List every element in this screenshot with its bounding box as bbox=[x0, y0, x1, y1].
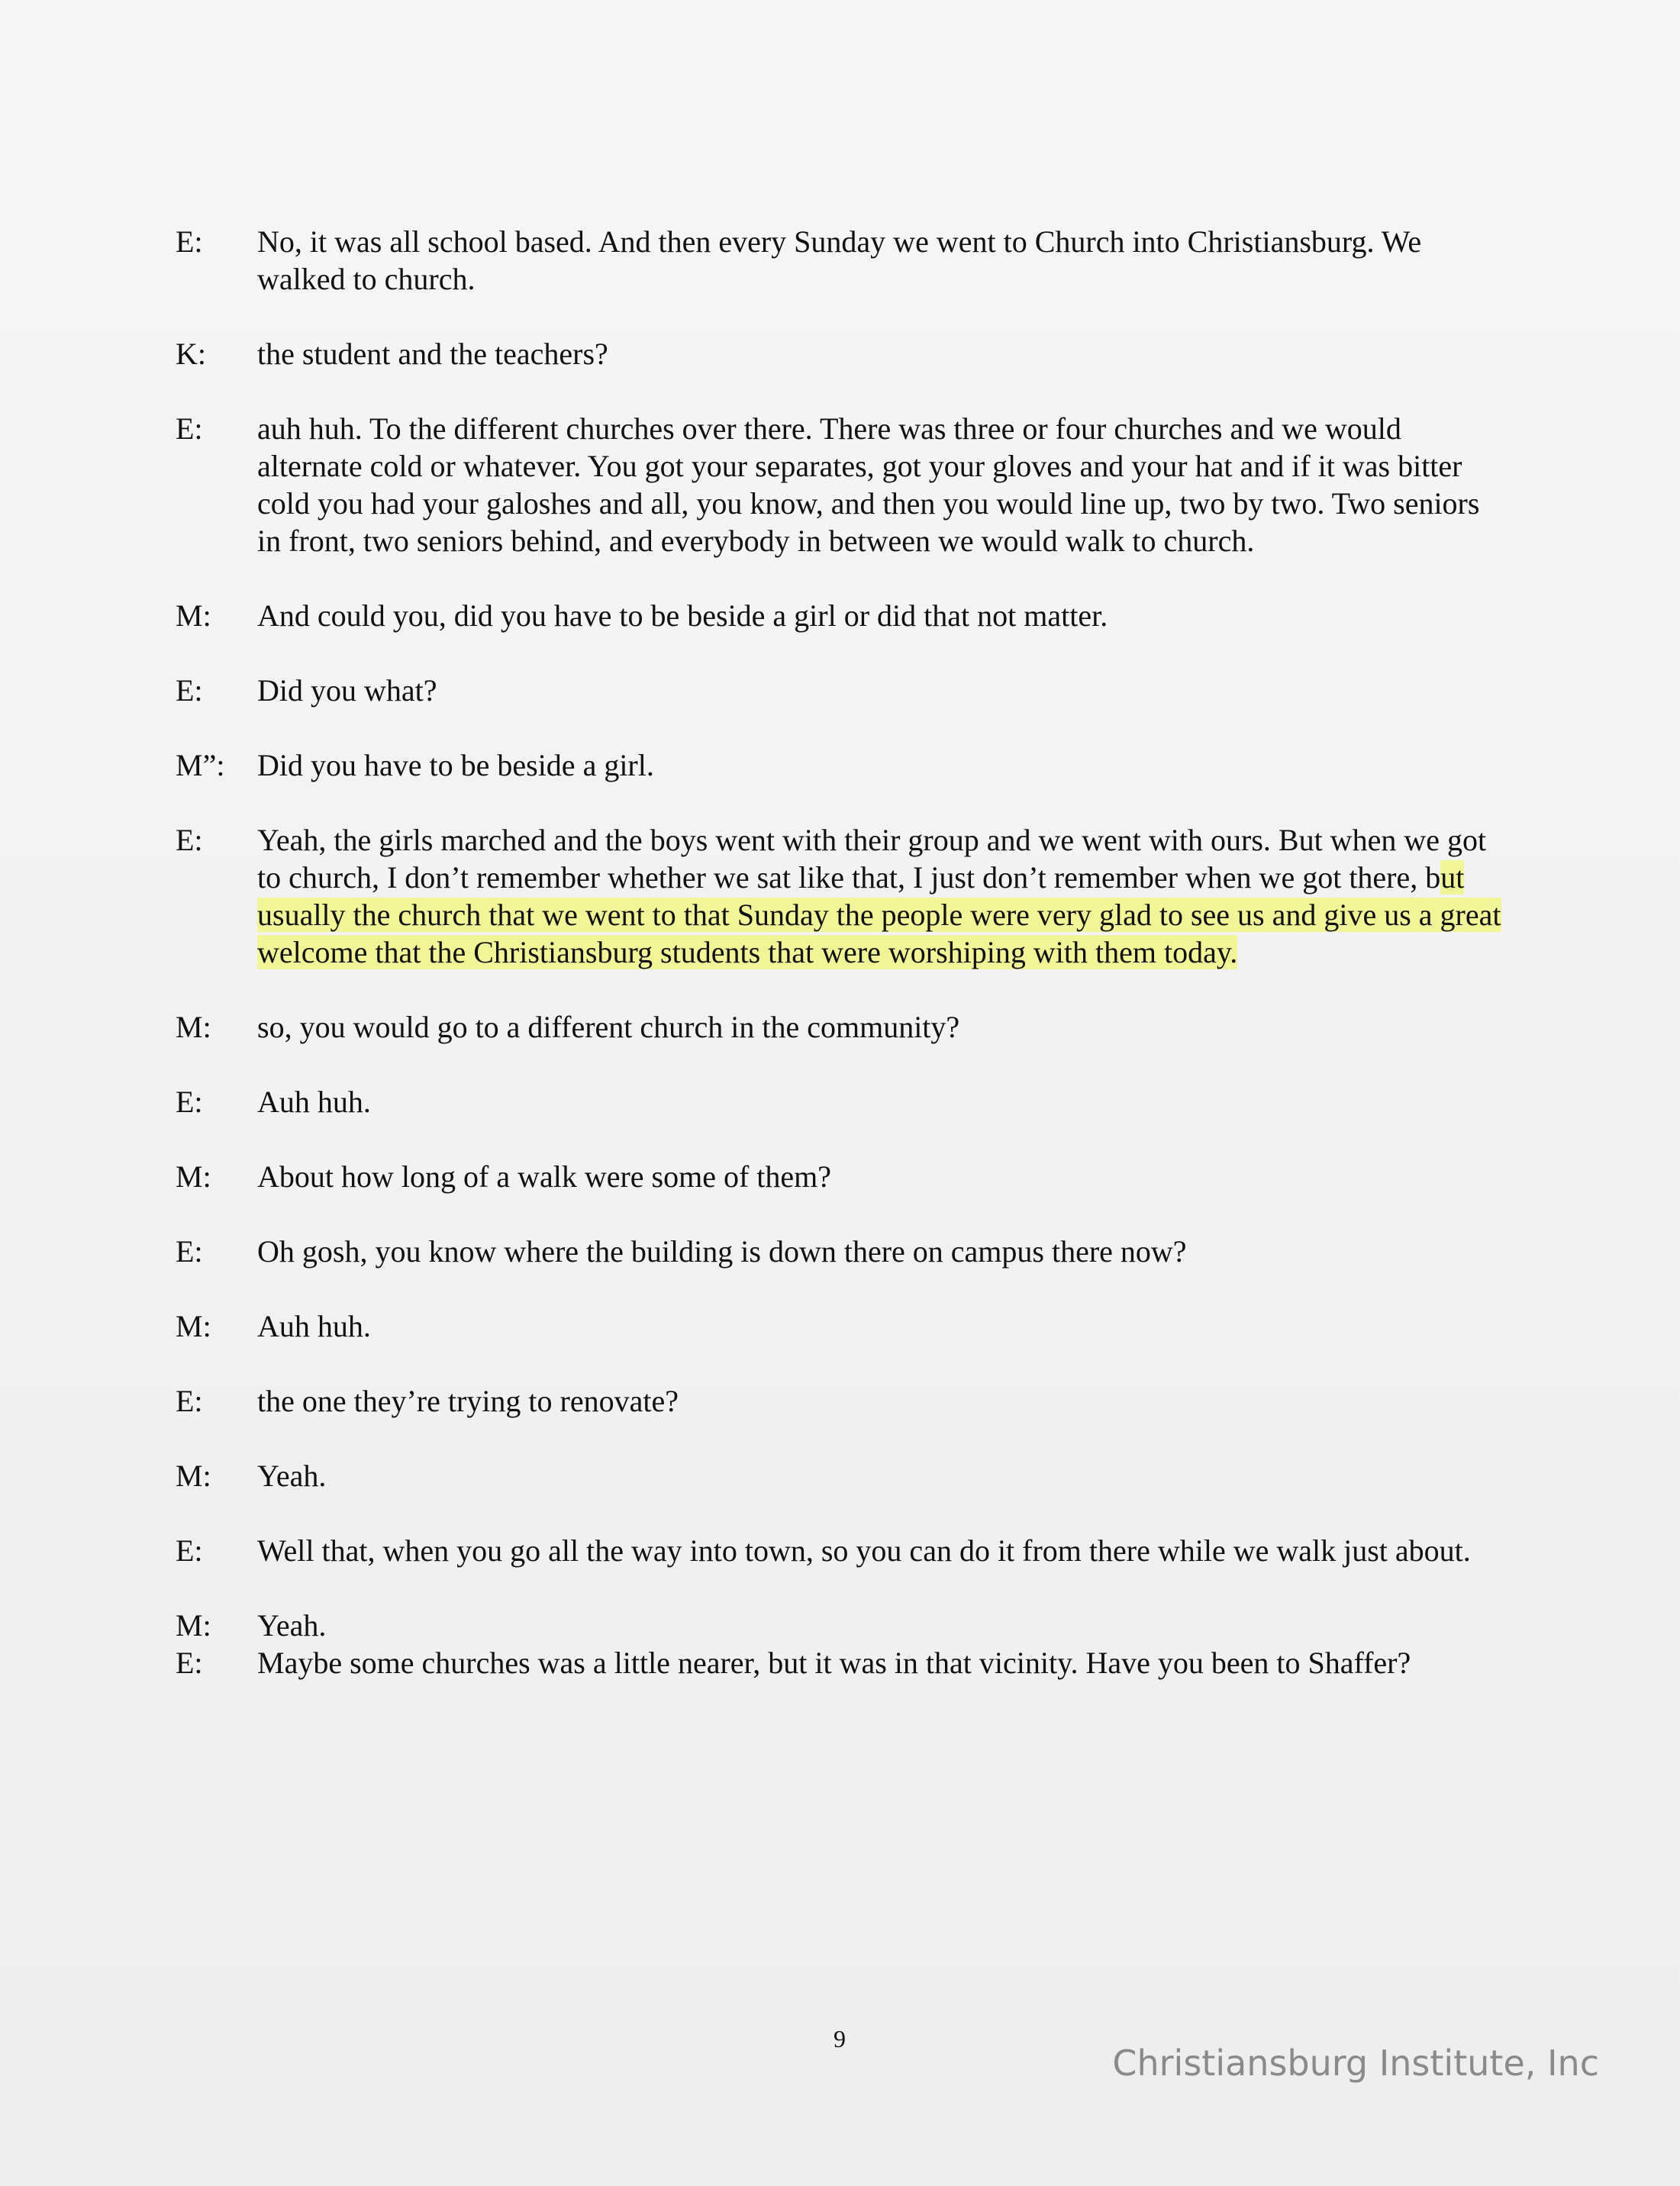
utterance-text bbox=[257, 223, 1504, 298]
utterance-plain-text: No, it was all school based. And then every Sunday we went to Church into Christiansburg. We walked to church. bbox=[257, 224, 1422, 296]
transcript-entry bbox=[176, 1607, 1504, 1644]
transcript-entry bbox=[176, 223, 1504, 298]
utterance-text bbox=[257, 1158, 1504, 1195]
speaker-label: M: bbox=[176, 1608, 211, 1643]
utterance-text bbox=[257, 1382, 1504, 1420]
utterance-text bbox=[257, 746, 1504, 784]
utterance-plain-text: Auh huh. bbox=[257, 1309, 371, 1343]
transcript-entry bbox=[176, 597, 1504, 634]
utterance-plain-text: And could you, did you have to be beside a girl or did that not matter. bbox=[257, 598, 1108, 633]
utterance-text bbox=[257, 335, 1504, 372]
utterance-plain-text: the one they’re trying to renovate? bbox=[257, 1384, 679, 1418]
speaker-label: E: bbox=[176, 1085, 203, 1119]
utterance-plain-text: so, you would go to a different church in the community? bbox=[257, 1010, 960, 1044]
transcript-entry bbox=[176, 410, 1504, 559]
watermark: Christiansburg Institute, Inc bbox=[1112, 2043, 1599, 2084]
transcript-entry bbox=[176, 1382, 1504, 1420]
speaker-label: E: bbox=[176, 1384, 203, 1418]
utterance-plain-text: Well that, when you go all the way into town, so you can do it from there while we walk just about. bbox=[257, 1533, 1471, 1568]
utterance-text bbox=[257, 410, 1504, 559]
speaker-label: K: bbox=[176, 337, 206, 371]
utterance-text bbox=[257, 1307, 1504, 1345]
utterance-text bbox=[257, 1607, 1504, 1644]
utterance-plain-text: Oh gosh, you know where the building is down there on campus there now? bbox=[257, 1234, 1187, 1269]
utterance-plain-text: Yeah. bbox=[257, 1459, 327, 1493]
utterance-text bbox=[257, 1532, 1504, 1569]
transcript-entry bbox=[176, 1083, 1504, 1120]
utterance-text bbox=[257, 1457, 1504, 1494]
utterance-text bbox=[257, 672, 1504, 709]
utterance-text bbox=[257, 1644, 1504, 1681]
utterance-text bbox=[257, 821, 1504, 971]
transcript-entry bbox=[176, 335, 1504, 372]
speaker-label: E: bbox=[176, 1646, 203, 1680]
transcript-entry bbox=[176, 1233, 1504, 1270]
speaker-label: E: bbox=[176, 224, 203, 259]
utterance-plain-text: the student and the teachers? bbox=[257, 337, 608, 371]
speaker-label: M: bbox=[176, 1010, 211, 1044]
speaker-label: E: bbox=[176, 673, 203, 708]
utterance-plain-text: Yeah, the girls marched and the boys went with their group and we went with ours. But when we got to church, I don’t remember whether we sat like that, I just don’t remember when we got there, b bbox=[257, 823, 1487, 895]
utterance-text bbox=[257, 597, 1504, 634]
utterance-plain-text: Maybe some churches was a little nearer, but it was in that vicinity. Have you been to Shaffer? bbox=[257, 1646, 1411, 1680]
transcript-entry bbox=[176, 672, 1504, 709]
transcript-entry bbox=[176, 1008, 1504, 1046]
transcript-entry bbox=[176, 746, 1504, 784]
utterance-text bbox=[257, 1083, 1504, 1120]
page-number: 9 bbox=[834, 2025, 846, 2052]
speaker-label: M”: bbox=[176, 748, 225, 782]
transcript-entry bbox=[176, 1307, 1504, 1345]
speaker-label: E: bbox=[176, 1234, 203, 1269]
transcript-body bbox=[176, 223, 1504, 1681]
transcript-entry bbox=[176, 1532, 1504, 1569]
speaker-label: M: bbox=[176, 1459, 211, 1493]
utterance-text bbox=[257, 1233, 1504, 1270]
utterance-plain-text: Auh huh. bbox=[257, 1085, 371, 1119]
transcript-entry bbox=[176, 821, 1504, 971]
utterance-plain-text: About how long of a walk were some of them? bbox=[257, 1159, 832, 1194]
transcript-entry bbox=[176, 1457, 1504, 1494]
transcript-entry bbox=[176, 1158, 1504, 1195]
utterance-text bbox=[257, 1008, 1504, 1046]
utterance-plain-text: auh huh. To the different churches over there. There was three or four churches and we would alternate cold or whatever. You got your separates, got your gloves and your hat and if it was bitter cold you had your galoshes and all, you know, and then you would line up, two by two. Two seniors in front, two seniors behind, and everybody in between we would walk to church. bbox=[257, 411, 1480, 558]
speaker-label: E: bbox=[176, 823, 203, 857]
utterance-plain-text: Did you have to be beside a girl. bbox=[257, 748, 654, 782]
speaker-label: M: bbox=[176, 1309, 211, 1343]
highlighted-passage: ut usually the church that we went to that Sunday the people were very glad to see us and give us a great welcome that the Christiansburg students that were worshiping with them today. bbox=[257, 860, 1501, 969]
speaker-label: M: bbox=[176, 1159, 211, 1194]
speaker-label: E: bbox=[176, 411, 203, 446]
transcript-entry bbox=[176, 1644, 1504, 1681]
speaker-label: E: bbox=[176, 1533, 203, 1568]
speaker-label: M: bbox=[176, 598, 211, 633]
utterance-plain-text: Yeah. bbox=[257, 1608, 327, 1643]
utterance-plain-text: Did you what? bbox=[257, 673, 437, 708]
